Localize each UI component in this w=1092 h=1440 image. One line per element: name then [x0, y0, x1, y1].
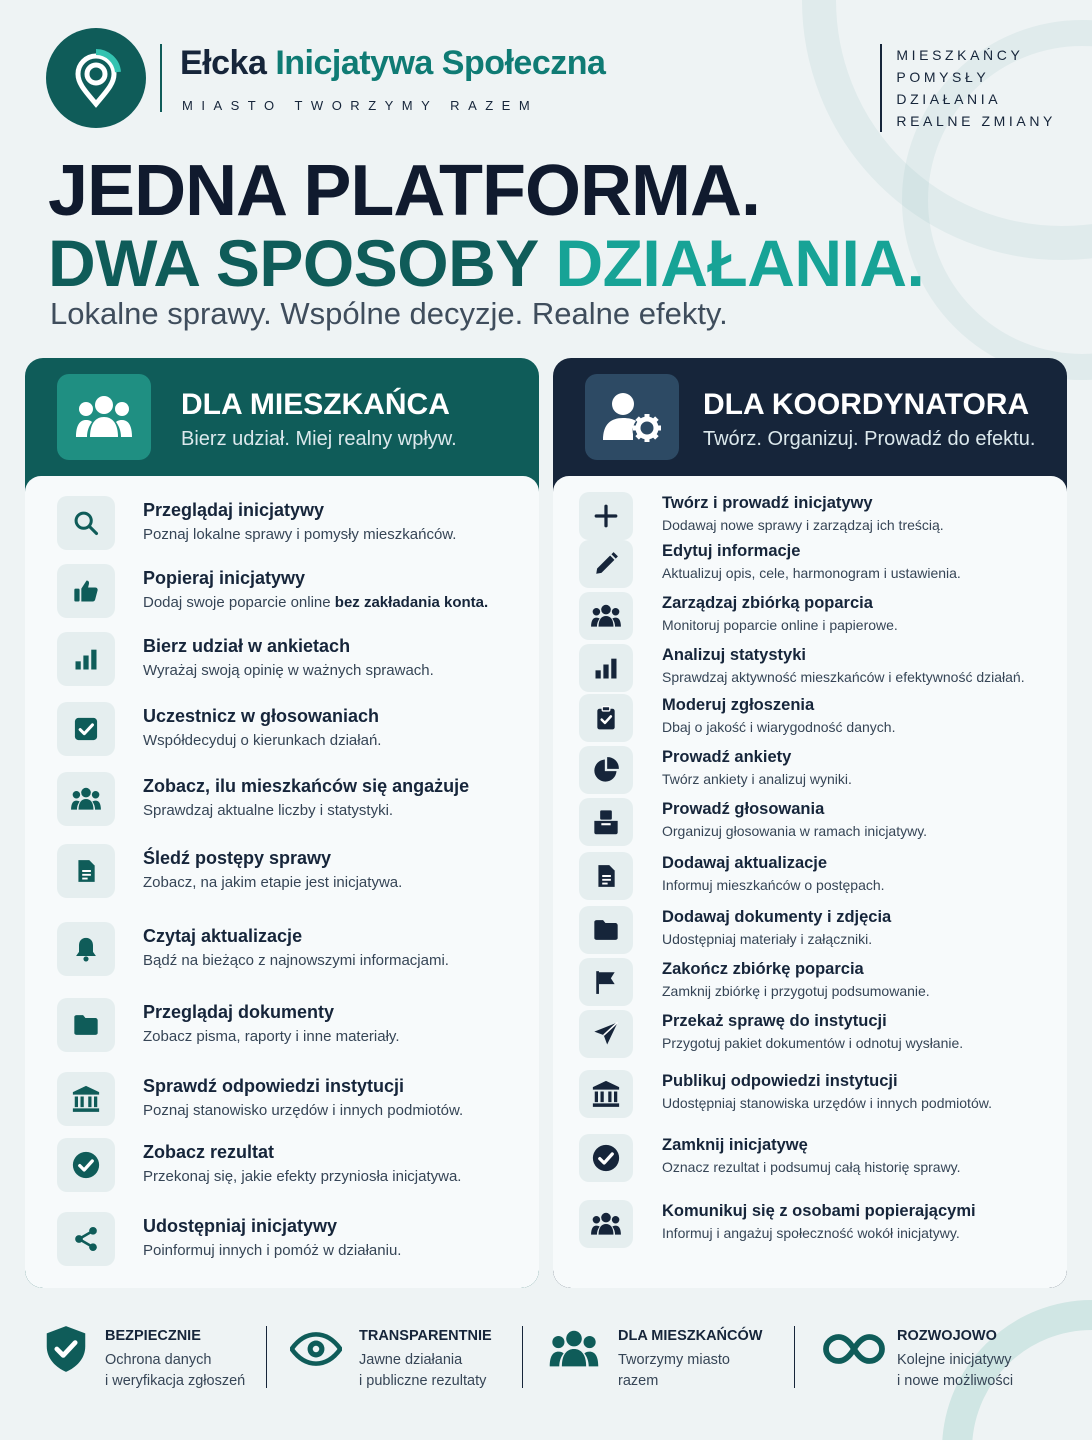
coordinator-feature-title: Dodawaj dokumenty i zdjęcia	[662, 908, 892, 926]
user-gear-icon	[585, 374, 679, 460]
coordinator-feature-title: Analizuj statystyki	[662, 646, 806, 664]
coordinator-feature-description: Sprawdzaj aktywność mieszkańców i efektywność działań.	[662, 669, 1025, 685]
hero-title-secondary: DWA SPOSOBY DZIAŁANIA.	[48, 226, 925, 300]
coordinator-feature-item	[553, 1132, 1067, 1184]
side-word: MIESZKAŃCY	[896, 47, 1024, 63]
plus-icon	[579, 492, 633, 540]
coordinator-feature-item	[553, 744, 1067, 796]
coordinator-feature-item	[553, 1008, 1067, 1060]
coordinator-feature-title: Zamknij inicjatywę	[662, 1136, 808, 1154]
resident-feature-title: Sprawdź odpowiedzi instytucji	[143, 1076, 405, 1096]
send-icon	[579, 1010, 633, 1058]
coordinator-feature-item	[553, 590, 1067, 642]
people-icon	[57, 772, 115, 826]
people-icon	[57, 374, 151, 460]
resident-feature-item	[25, 996, 539, 1056]
resident-feature-description: Poznaj lokalne sprawy i pomysły mieszkańców.	[143, 526, 457, 543]
resident-feature-description: Poinformuj innych i pomóż w działaniu.	[143, 1242, 402, 1259]
resident-panel-title: DLA MIESZKAŃCA	[181, 388, 450, 421]
check-circle-icon	[57, 1138, 115, 1192]
coordinator-feature-title: Twórz i prowadź inicjatywy	[662, 494, 873, 512]
resident-feature-item	[25, 1136, 539, 1196]
footer-feature	[38, 1318, 268, 1398]
infinity-icon	[820, 1322, 888, 1376]
check-circle-icon	[579, 1134, 633, 1182]
resident-feature-title: Zobacz, ilu mieszkańców się angażuje	[143, 776, 470, 796]
resident-feature-item	[25, 562, 539, 622]
resident-feature-description: Wyrażaj swoją opinię w ważnych sprawach.	[143, 662, 434, 679]
hero-title: JEDNA PLATFORMA.	[48, 151, 760, 231]
resident-feature-description: Sprawdzaj aktualne liczby i statystyki.	[143, 802, 394, 819]
resident-feature-description: Bądź na bieżąco z najnowszymi informacjami.	[143, 952, 449, 969]
coordinator-feature-title: Dodawaj aktualizacje	[662, 854, 828, 872]
logo	[46, 28, 146, 128]
coordinator-feature-description: Twórz ankiety i analizuj wyniki.	[662, 771, 852, 787]
footer-feature-text: razem	[618, 1373, 659, 1389]
coordinator-feature-item	[553, 692, 1067, 744]
footer-feature-title: DLA MIESZKAŃCÓW	[618, 1328, 763, 1344]
coordinator-feature-item	[553, 850, 1067, 902]
checkbox-icon	[57, 702, 115, 756]
footer-feature	[546, 1318, 776, 1398]
share-icon	[57, 1212, 115, 1266]
institution-icon	[57, 1072, 115, 1126]
coordinator-feature-title: Publikuj odpowiedzi instytucji	[662, 1072, 898, 1090]
coordinator-feature-description: Oznacz rezultat i podsumuj całą historię sprawy.	[662, 1159, 961, 1175]
footer-divider	[266, 1326, 267, 1388]
footer-feature-text: Ochrona danych	[105, 1352, 212, 1368]
side-word: DZIAŁANIA	[896, 91, 1002, 107]
coordinator-feature-item	[553, 904, 1067, 956]
hero-subtitle: Lokalne sprawy. Wspólne decyzje. Realne efekty.	[50, 296, 728, 331]
coordinator-feature-title: Moderuj zgłoszenia	[662, 696, 815, 714]
resident-feature-description: Przekonaj się, jakie efekty przyniosła inicjatywa.	[143, 1168, 462, 1185]
bar-chart-icon	[579, 644, 633, 692]
coordinator-feature-item	[553, 642, 1067, 694]
resident-feature-item	[25, 494, 539, 554]
footer-divider	[522, 1326, 523, 1388]
coordinator-feature-description: Informuj i angażuj społeczność wokół inicjatywy.	[662, 1225, 960, 1241]
shield-check-icon	[38, 1322, 94, 1376]
resident-feature-item	[25, 1070, 539, 1130]
footer-feature	[820, 1318, 1050, 1398]
people-icon	[579, 592, 633, 640]
search-icon	[57, 496, 115, 550]
clipboard-check-icon	[579, 694, 633, 742]
resident-feature-description: Współdecyduj o kierunkach działań.	[143, 732, 382, 749]
coordinator-feature-title: Prowadź ankiety	[662, 748, 792, 766]
coordinator-feature-description: Organizuj głosowania w ramach inicjatywy.	[662, 823, 928, 839]
resident-feature-item	[25, 920, 539, 980]
footer-feature-text: Tworzymy miasto	[618, 1352, 730, 1368]
resident-feature-item	[25, 770, 539, 830]
coordinator-feature-title: Prowadź głosowania	[662, 800, 825, 818]
side-word: POMYSŁY	[896, 69, 990, 85]
people-icon	[579, 1200, 633, 1248]
footer-feature-text: i nowe możliwości	[897, 1373, 1014, 1389]
institution-icon	[579, 1070, 633, 1118]
footer-feature	[288, 1318, 518, 1398]
coordinator-feature-title: Przekaż sprawę do instytucji	[662, 1012, 887, 1030]
resident-feature-title: Śledź postępy sprawy	[143, 848, 332, 868]
logo-divider	[160, 44, 162, 112]
coordinator-feature-item	[553, 1198, 1067, 1250]
document-icon	[57, 844, 115, 898]
resident-feature-description: Poznaj stanowisko urzędów i innych podmiotów.	[143, 1102, 464, 1119]
resident-panel	[25, 358, 539, 1288]
resident-feature-title: Udostępniaj inicjatywy	[143, 1216, 338, 1236]
coordinator-feature-description: Informuj mieszkańców o postępach.	[662, 877, 885, 893]
coordinator-feature-title: Komunikuj się z osobami popierającymi	[662, 1202, 976, 1220]
coordinator-feature-description: Udostępniaj materiały i załączniki.	[662, 931, 873, 947]
footer-feature-title: BEZPIECZNIE	[105, 1328, 201, 1344]
coordinator-feature-description: Aktualizuj opis, cele, harmonogram i ustawienia.	[662, 565, 961, 581]
coordinator-panel	[553, 358, 1067, 1288]
folder-icon	[579, 906, 633, 954]
resident-feature-item	[25, 630, 539, 690]
eye-icon	[288, 1322, 344, 1376]
footer-feature-text: i publiczne rezultaty	[359, 1373, 487, 1389]
coordinator-feature-title: Zarządzaj zbiórką poparcia	[662, 594, 873, 612]
flag-icon	[579, 958, 633, 1006]
coordinator-feature-list	[553, 476, 1067, 1288]
resident-panel-header	[25, 358, 539, 476]
footer-features	[30, 1318, 1060, 1398]
resident-feature-title: Przeglądaj inicjatywy	[143, 500, 325, 520]
resident-feature-title: Przeglądaj dokumenty	[143, 1002, 335, 1022]
resident-feature-title: Czytaj aktualizacje	[143, 926, 303, 946]
folder-icon	[57, 998, 115, 1052]
coordinator-feature-description: Udostępniaj stanowiska urzędów i innych podmiotów.	[662, 1095, 992, 1111]
resident-feature-item	[25, 842, 539, 902]
bell-icon	[57, 922, 115, 976]
resident-feature-description: Dodaj swoje poparcie online bez zakładania konta.	[143, 594, 489, 611]
coordinator-feature-item	[553, 956, 1067, 1008]
footer-divider	[794, 1326, 795, 1388]
pencil-icon	[579, 540, 633, 588]
resident-feature-description: Zobacz, na jakim etapie jest inicjatywa.	[143, 874, 403, 891]
thumbs-up-icon	[57, 564, 115, 618]
people-icon	[546, 1322, 602, 1376]
coordinator-feature-title: Edytuj informacje	[662, 542, 801, 560]
footer-feature-title: TRANSPARENTNIE	[359, 1328, 492, 1344]
coordinator-feature-description: Dodawaj nowe sprawy i zarządzaj ich treścią.	[662, 517, 944, 533]
coordinator-feature-item	[553, 538, 1067, 590]
coordinator-feature-item	[553, 1068, 1067, 1120]
resident-feature-title: Popieraj inicjatywy	[143, 568, 306, 588]
side-words	[880, 44, 1056, 132]
brand-name: Ełcka Inicjatywa Społeczna	[180, 44, 606, 82]
coordinator-feature-item	[553, 490, 1067, 542]
pie-chart-icon	[579, 746, 633, 794]
resident-feature-title: Bierz udział w ankietach	[143, 636, 351, 656]
resident-feature-item	[25, 700, 539, 760]
footer-feature-text: Kolejne inicjatywy	[897, 1352, 1012, 1368]
coordinator-feature-description: Monitoruj poparcie online i papierowe.	[662, 617, 898, 633]
tagline: MIASTO TWORZYMY RAZEM	[182, 98, 539, 113]
footer-feature-text: Jawne działania	[359, 1352, 463, 1368]
bar-chart-icon	[57, 632, 115, 686]
coordinator-feature-description: Przygotuj pakiet dokumentów i odnotuj wysłanie.	[662, 1035, 964, 1051]
resident-feature-title: Zobacz rezultat	[143, 1142, 275, 1162]
coordinator-feature-title: Zakończ zbiórkę poparcia	[662, 960, 864, 978]
resident-feature-list	[25, 476, 539, 1288]
coordinator-panel-header	[553, 358, 1067, 476]
ballot-box-icon	[579, 798, 633, 846]
resident-feature-item	[25, 1210, 539, 1270]
coordinator-feature-description: Dbaj o jakość i wiarygodność danych.	[662, 719, 896, 735]
location-pin-icon	[64, 46, 128, 110]
document-icon	[579, 852, 633, 900]
footer-feature-text: i weryfikacja zgłoszeń	[105, 1373, 246, 1389]
resident-panel-subtitle: Bierz udział. Miej realny wpływ.	[181, 428, 457, 450]
resident-feature-description: Zobacz pisma, raporty i inne materiały.	[143, 1028, 400, 1045]
resident-feature-title: Uczestnicz w głosowaniach	[143, 706, 380, 726]
coordinator-feature-item	[553, 796, 1067, 848]
coordinator-feature-description: Zamknij zbiórkę i przygotuj podsumowanie.	[662, 983, 930, 999]
side-word: REALNE ZMIANY	[896, 113, 1056, 129]
header	[46, 28, 1056, 138]
coordinator-panel-subtitle: Twórz. Organizuj. Prowadź do efektu.	[703, 428, 1036, 450]
coordinator-panel-title: DLA KOORDYNATORA	[703, 388, 1030, 421]
footer-feature-title: ROZWOJOWO	[897, 1328, 997, 1344]
